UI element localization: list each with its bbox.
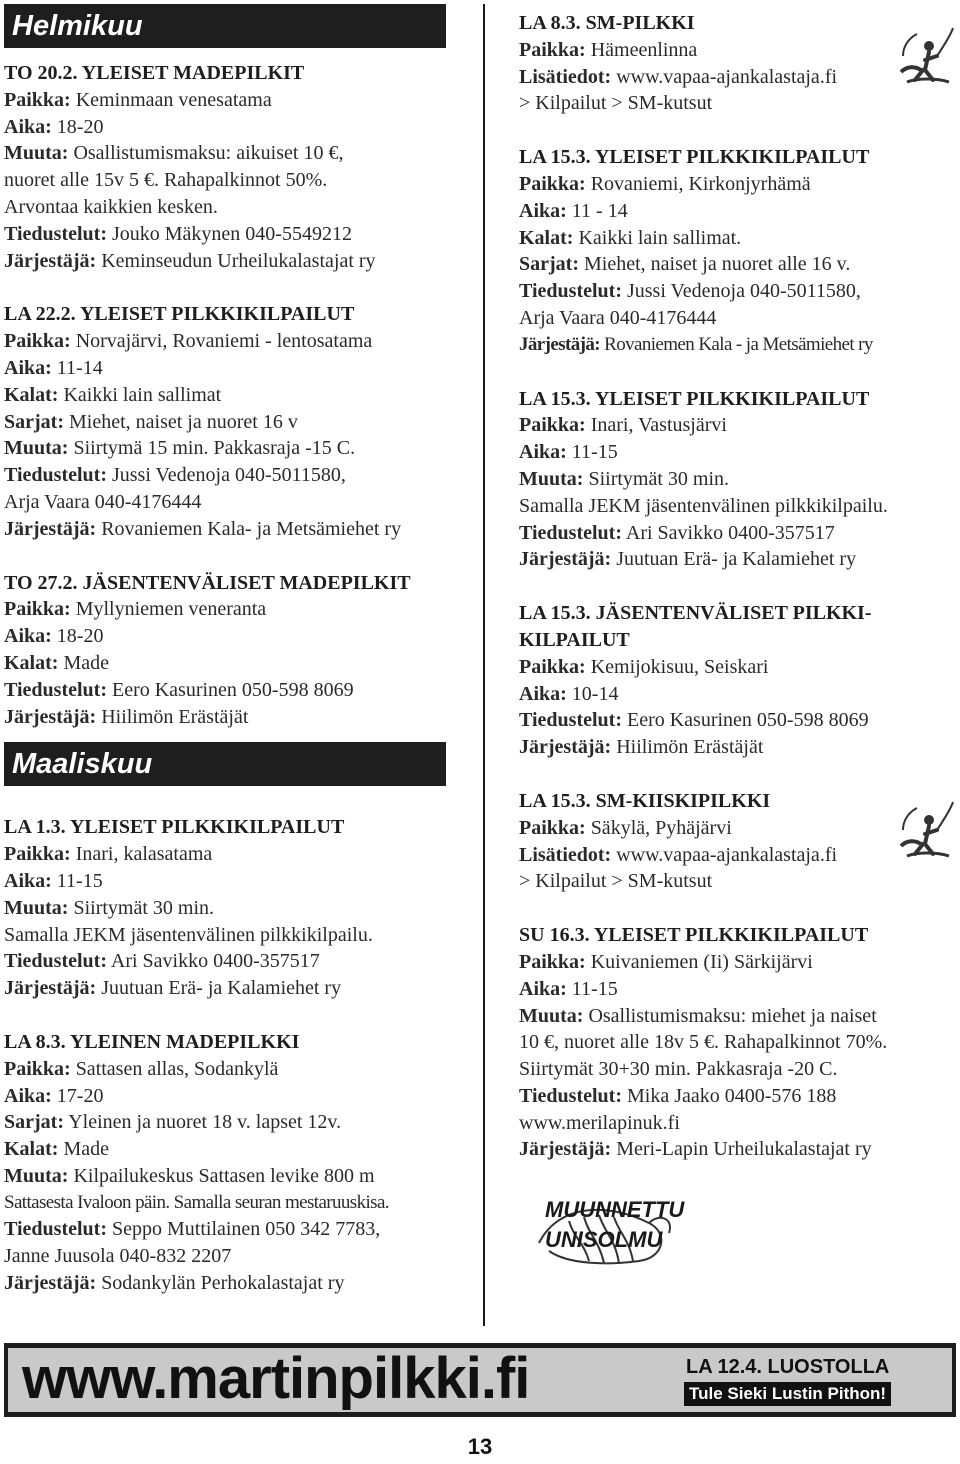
- event-contact: Tiedustelut: Seppo Muttilainen 050 342 7783,: [4, 1218, 381, 1241]
- event-other-cont: Sattasesta Ivaloon päin. Samalla seuran mestaruuskisa.: [4, 1191, 389, 1213]
- event-to-27-2: [4, 570, 446, 731]
- event-more-info-path: > Kilpailut > SM-kutsut: [519, 870, 713, 893]
- left-column: [4, 4, 446, 1324]
- event-contact: Tiedustelut: Mika Jaako 0400-576 188: [519, 1084, 837, 1107]
- event-contact-cont: Arja Vaara 040-4176444: [4, 490, 202, 513]
- event-time: Aika: 17-20: [4, 1084, 104, 1107]
- column-divider: [483, 4, 485, 1326]
- event-la-1-3: [4, 814, 446, 1002]
- event-title-cont: KILPAILUT: [519, 628, 630, 651]
- event-title: LA 22.2. YLEISET PILKKIKILPAILUT: [4, 303, 355, 326]
- event-location: Paikka: Hämeenlinna: [519, 38, 698, 61]
- event-la-15-3-kemijokisuu: [519, 600, 959, 761]
- event-contact: Tiedustelut: Eero Kasurinen 050-598 8069: [519, 709, 869, 732]
- event-organizer: Järjestäjä: Hiilimön Erästäjät: [4, 705, 249, 728]
- event-location: Paikka: Rovaniemi, Kirkonjyrhämä: [519, 172, 811, 195]
- banner-url[interactable]: www.martinpilkki.fi: [22, 1346, 530, 1411]
- event-time: Aika: 18-20: [4, 625, 104, 648]
- event-other-cont: nuoret alle 15v 5 €. Rahapalkinnot 50%.: [4, 169, 328, 192]
- event-series: Sarjat: Miehet, naiset ja nuoret alle 16 v.: [519, 253, 851, 276]
- event-title: LA 8.3. YLEINEN MADEPILKKI: [4, 1030, 300, 1053]
- event-la-22-2: [4, 301, 446, 542]
- knot-illustration: [519, 1193, 959, 1283]
- knot-caption-line1: MUUNNETTU: [545, 1197, 685, 1223]
- event-contact: Tiedustelut: Ari Savikko 0400-357517: [4, 950, 320, 973]
- event-other-cont: 10 €, nuoret alle 18v 5 €. Rahapalkinnot 70%.: [519, 1031, 888, 1054]
- event-contact-url[interactable]: www.merilapinuk.fi: [519, 1111, 680, 1134]
- event-time: Aika: 11-15: [519, 441, 618, 464]
- event-title: LA 15.3. YLEISET PILKKIKILPAILUT: [519, 387, 870, 410]
- event-time: Aika: 10-14: [519, 682, 619, 705]
- banner-slogan: Tule Sieki Lustin Pithon!: [684, 1382, 891, 1406]
- month-header-february: Helmikuu: [4, 4, 446, 48]
- event-other-cont: Samalla JEKM jäsentenvälinen pilkkikilpailu.: [4, 923, 373, 946]
- event-contact: Tiedustelut: Jussi Vedenoja 040-5011580,: [4, 464, 346, 487]
- event-to-20-2: [4, 60, 446, 274]
- event-other: Muuta: Osallistumismaksu: aikuiset 10 €,: [4, 142, 344, 165]
- event-location: Paikka: Inari, kalasatama: [4, 843, 213, 866]
- event-more-info: Lisätiedot: www.vapaa-ajankalastaja.fi: [519, 843, 838, 866]
- event-location: Paikka: Myllyniemen veneranta: [4, 598, 267, 621]
- event-contact-cont: Janne Juusola 040-832 2207: [4, 1245, 232, 1268]
- event-fish: Kalat: Made: [4, 1138, 109, 1161]
- event-location: Paikka: Kemijokisuu, Seiskari: [519, 655, 769, 678]
- event-series: Sarjat: Miehet, naiset ja nuoret 16 v: [4, 410, 298, 433]
- event-title: LA 1.3. YLEISET PILKKIKILPAILUT: [4, 816, 345, 839]
- event-organizer: Järjestäjä: Sodankylän Perhokalastajat ry: [4, 1272, 345, 1295]
- month-header-march: Maaliskuu: [4, 742, 446, 786]
- event-other-cont: Siirtymät 30+30 min. Pakkasraja -20 C.: [519, 1058, 838, 1081]
- right-column: [519, 10, 959, 1283]
- event-time: Aika: 11-15: [519, 977, 618, 1000]
- event-time: Aika: 11-15: [4, 869, 103, 892]
- banner-event: LA 12.4. LUOSTOLLA: [686, 1356, 890, 1378]
- ice-fisher-icon: [893, 24, 957, 88]
- event-la-15-3-rovaniemi: [519, 144, 959, 358]
- event-other: Muuta: Siirtymät 30 min.: [4, 896, 215, 919]
- event-location: Paikka: Inari, Vastusjärvi: [519, 414, 727, 437]
- event-location: Paikka: Säkylä, Pyhäjärvi: [519, 816, 732, 839]
- event-title: SU 16.3. YLEISET PILKKIKILPAILUT: [519, 924, 869, 947]
- event-la-8-3-madepilkki: [4, 1029, 446, 1297]
- event-organizer: Järjestäjä: Rovaniemen Kala - ja Metsämiehet ry: [519, 333, 873, 355]
- event-other: Muuta: Kilpailukeskus Sattasen levike 800 m: [4, 1164, 375, 1187]
- event-other-cont: Arvontaa kaikkien kesken.: [4, 195, 218, 218]
- event-title: LA 15.3. YLEISET PILKKIKILPAILUT: [519, 146, 870, 169]
- ad-banner[interactable]: [4, 1343, 956, 1417]
- event-other: Muuta: Osallistumismaksu: miehet ja naiset: [519, 1004, 877, 1027]
- ad-banner-inner: [8, 1348, 952, 1412]
- event-other-cont: Samalla JEKM jäsentenvälinen pilkkikilpailu.: [519, 494, 888, 517]
- event-other: Muuta: Siirtymä 15 min. Pakkasraja -15 C.: [4, 437, 356, 460]
- event-title: TO 27.2. JÄSENTENVÄLISET MADEPILKIT: [4, 571, 411, 594]
- event-fish: Kalat: Kaikki lain sallimat: [4, 383, 222, 406]
- event-contact: Tiedustelut: Eero Kasurinen 050-598 8069: [4, 678, 354, 701]
- page-number: 13: [467, 1434, 493, 1459]
- event-time: Aika: 11 - 14: [519, 199, 628, 222]
- event-organizer: Järjestäjä: Juutuan Erä- ja Kalamiehet ry: [4, 977, 342, 1000]
- event-title: LA 15.3. SM-KIISKIPILKKI: [519, 789, 771, 812]
- event-other: Muuta: Siirtymät 30 min.: [519, 467, 730, 490]
- event-time: Aika: 11-14: [4, 356, 103, 379]
- event-organizer: Järjestäjä: Hiilimön Erästäjät: [519, 736, 764, 759]
- event-fish: Kalat: Made: [4, 651, 109, 674]
- knot-caption-line2: UNISOLMU: [545, 1227, 663, 1253]
- event-contact: Tiedustelut: Jouko Mäkynen 040-5549212: [4, 222, 352, 245]
- event-series: Sarjat: Yleinen ja nuoret 18 v. lapset 12v.: [4, 1111, 342, 1134]
- event-organizer: Järjestäjä: Juutuan Erä- ja Kalamiehet ry: [519, 548, 857, 571]
- event-location: Paikka: Kuivaniemen (Ii) Särkijärvi: [519, 950, 813, 973]
- event-location: Paikka: Sattasen allas, Sodankylä: [4, 1057, 279, 1080]
- event-organizer: Järjestäjä: Rovaniemen Kala- ja Metsämiehet ry: [4, 517, 402, 540]
- event-contact-cont: Arja Vaara 040-4176444: [519, 306, 717, 329]
- event-organizer: Järjestäjä: Meri-Lapin Urheilukalastajat ry: [519, 1138, 872, 1161]
- ice-fisher-icon: [893, 798, 957, 862]
- event-time: Aika: 18-20: [4, 115, 104, 138]
- event-la-15-3-inari: [519, 386, 959, 574]
- event-su-16-3: [519, 922, 959, 1163]
- event-title: TO 20.2. YLEISET MADEPILKIT: [4, 62, 305, 84]
- event-title: LA 15.3. JÄSENTENVÄLISET PILKKI-: [519, 602, 872, 625]
- event-more-info-path: > Kilpailut > SM-kutsut: [519, 92, 713, 115]
- event-location: Paikka: Norvajärvi, Rovaniemi - lentosatama: [4, 330, 373, 353]
- event-contact: Tiedustelut: Jussi Vedenoja 040-5011580,: [519, 280, 861, 303]
- event-location: Paikka: Keminmaan venesatama: [4, 88, 272, 111]
- event-contact: Tiedustelut: Ari Savikko 0400-357517: [519, 521, 835, 544]
- event-fish: Kalat: Kaikki lain sallimat.: [519, 226, 742, 249]
- event-more-info: Lisätiedot: www.vapaa-ajankalastaja.fi: [519, 65, 838, 88]
- event-organizer: Järjestäjä: Keminseudun Urheilukalastajat ry: [4, 249, 376, 272]
- knot-caption: [545, 1195, 684, 1255]
- event-title: LA 8.3. SM-PILKKI: [519, 12, 695, 34]
